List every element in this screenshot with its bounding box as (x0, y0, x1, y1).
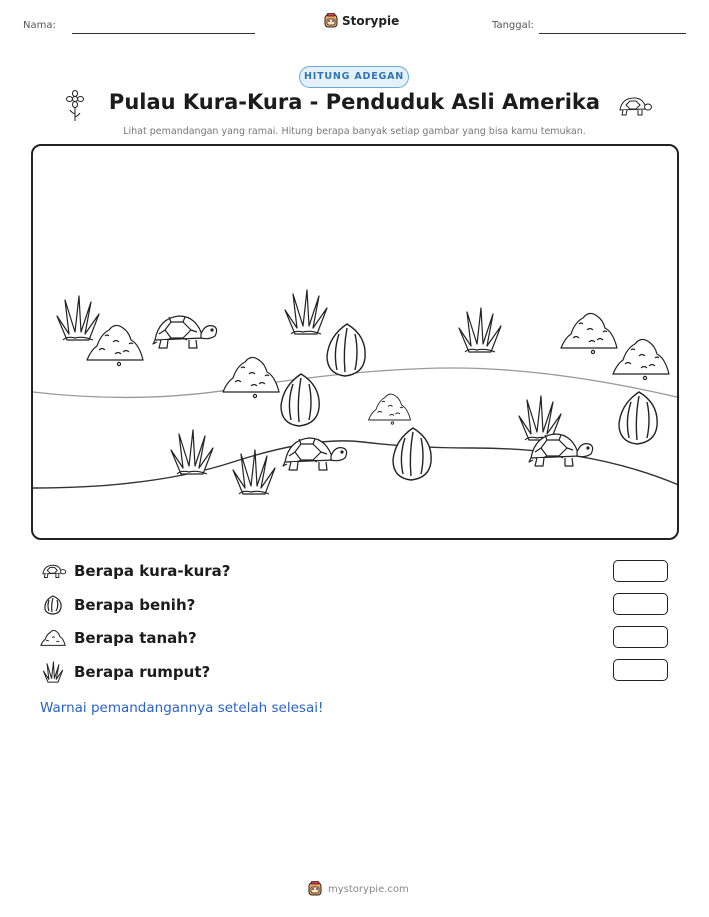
soil-item (613, 339, 669, 379)
seed-item (619, 392, 657, 444)
grass-item (459, 308, 501, 352)
soil-item (223, 357, 279, 397)
name-field[interactable] (72, 33, 255, 34)
seed-icon (40, 595, 66, 615)
question-text: Berapa rumput? (74, 663, 211, 681)
storypie-mascot-icon (308, 881, 322, 897)
turtle-item (283, 438, 347, 470)
question-text: Berapa tanah? (74, 629, 197, 647)
turtle-icon (40, 562, 66, 580)
grass-item (519, 396, 561, 440)
footer (308, 881, 409, 897)
scene-illustration (33, 146, 679, 540)
question-row (40, 628, 197, 648)
grass-item (57, 296, 99, 340)
soil-item (369, 394, 411, 424)
answer-box-grass[interactable] (613, 659, 668, 681)
page-title: Pulau Kura-Kura - Penduduk Asli Amerika (108, 90, 601, 114)
turtle-item (153, 316, 217, 348)
soil-item (561, 313, 617, 353)
question-text: Berapa kura-kura? (74, 562, 231, 580)
date-label: Tanggal: (492, 20, 534, 31)
seed-item (327, 324, 365, 376)
question-row (40, 595, 195, 615)
question-row (40, 562, 230, 580)
grass-item (171, 430, 213, 474)
seed-item (393, 428, 431, 480)
grass-item (285, 290, 327, 334)
question-row (40, 661, 210, 683)
soil-item (87, 325, 143, 365)
grass-item (233, 450, 275, 494)
soil-icon (40, 628, 66, 648)
name-label: Nama: (23, 20, 56, 31)
answer-box-seed[interactable] (613, 593, 668, 615)
activity-badge: HITUNG ADEGAN (299, 66, 409, 88)
question-text: Berapa benih? (74, 596, 196, 614)
coloring-instruction: Warnai pemandangannya setelah selesai! (40, 700, 324, 716)
turtle-icon (616, 95, 652, 117)
seed-item (281, 374, 319, 426)
counting-scene (31, 144, 679, 540)
brand-name: Storypie (342, 14, 400, 28)
page-subtitle: Lihat pemandangan yang ramai. Hitung berapa banyak setiap gambar yang bisa kamu temukan. (123, 126, 586, 137)
answer-box-soil[interactable] (613, 626, 668, 648)
answer-box-turtle[interactable] (613, 560, 668, 582)
grass-icon (40, 661, 66, 683)
storypie-mascot-icon (324, 13, 338, 29)
date-field[interactable] (539, 33, 686, 34)
footer-url[interactable]: mystorypie.com (328, 883, 409, 895)
brand-logo (324, 13, 399, 29)
